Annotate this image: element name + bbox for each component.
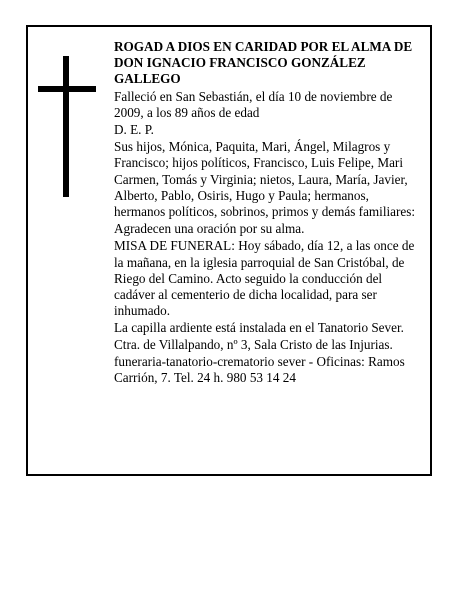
chapel-location: La capilla ardiente está instalada en el Tanatorio Sever. Ctra. de Villalpando, nº 3, Sala Cristo de las Injurias. [114, 320, 404, 352]
cross-horizontal-bar [38, 86, 96, 92]
death-details: Falleció en San Sebastián, el día 10 de noviembre de 2009, a los 89 años de edad [114, 88, 393, 120]
cross-vertical-bar [63, 56, 69, 197]
thanks-line: Agradecen una oración por su alma. [114, 221, 305, 237]
cross-icon [38, 56, 96, 197]
heading-deceased-name: DON IGNACIO FRANCISCO GONZÁLEZ GALLEGO [114, 55, 366, 87]
rest-in-peace: D. E. P. [114, 122, 154, 138]
family-list: Sus hijos, Mónica, Paquita, Mari, Ángel, Milagros y Francisco; hijos políticos, Francisco, Luis Felipe, Mari Carmen, Tomás y Virginia; nietos, Laura, María, Javier, Alberto, Pablo, Osiris, Hugo y Paula; hermanos, hermanos políticos, sobrinos, primos y demás familiares: [114, 139, 416, 220]
obituary-text [114, 39, 418, 386]
funeral-mass-details: MISA DE FUNERAL: Hoy sábado, día 12, a las once de la mañana, en la iglesia parroquial de San Cristóbal, de Riego del Camino. Acto seguido la conducción del cadáver al cementerio de dicha localidad, para ser inhumado. [114, 238, 415, 319]
heading-prayer: ROGAD A DIOS EN CARIDAD POR EL ALMA DE [114, 39, 413, 54]
funeral-home-contact: funeraria-tanatorio-crematorio sever - Oficinas: Ramos Carrión, 7. Tel. 24 h. 980 53 14 24 [114, 353, 405, 386]
